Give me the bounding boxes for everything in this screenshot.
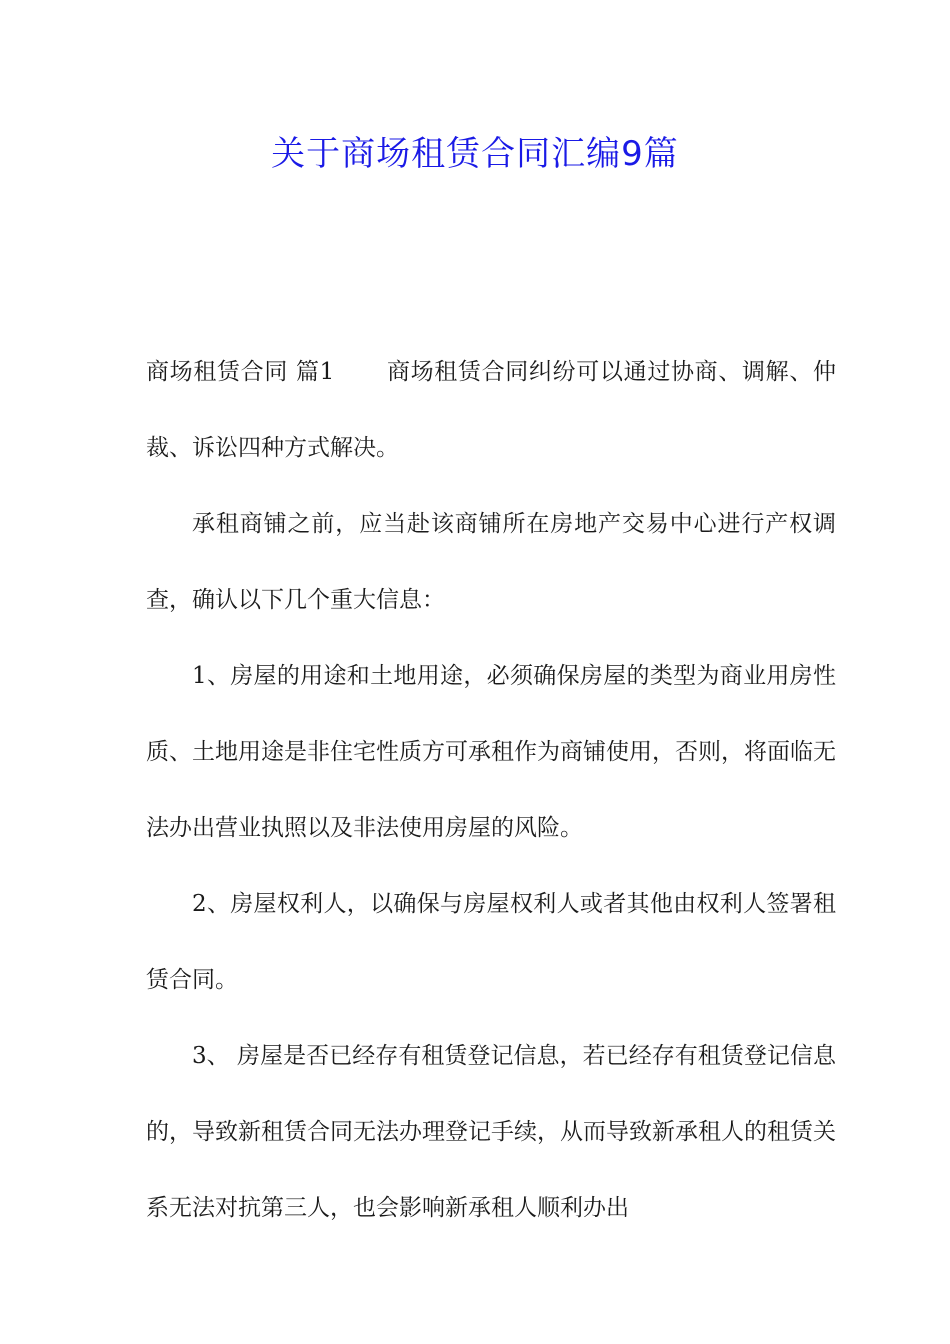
document-body: [146, 334, 836, 1246]
section-heading: 商场租赁合同 篇1: [146, 359, 335, 385]
intro-text: 商场租赁合同纠纷可以通过协商、调解、仲裁、诉讼四种方式解决。: [146, 359, 836, 461]
document-title: 关于商场租赁合同汇编9篇: [271, 134, 679, 174]
paragraph: 2、房屋权利人，以确保与房屋权利人或者其他由权利人签署租赁合同。: [146, 891, 836, 993]
intro-paragraph: [146, 334, 836, 486]
paragraph: 1、房屋的用途和土地用途，必须确保房屋的类型为商业用房性质、土地用途是非住宅性质方可承租作为商铺使用，否则，将面临无法办出营业执照以及非法使用房屋的风险。: [146, 663, 836, 841]
paragraph: 承租商铺之前，应当赴该商铺所在房地产交易中心进行产权调查，确认以下几个重大信息：: [146, 511, 836, 613]
paragraph: 3、 房屋是否已经存有租赁登记信息，若已经存有租赁登记信息的，导致新租赁合同无法办理登记手续，从而导致新承租人的租赁关系无法对抗第三人，也会影响新承租人顺利办出: [146, 1043, 836, 1221]
